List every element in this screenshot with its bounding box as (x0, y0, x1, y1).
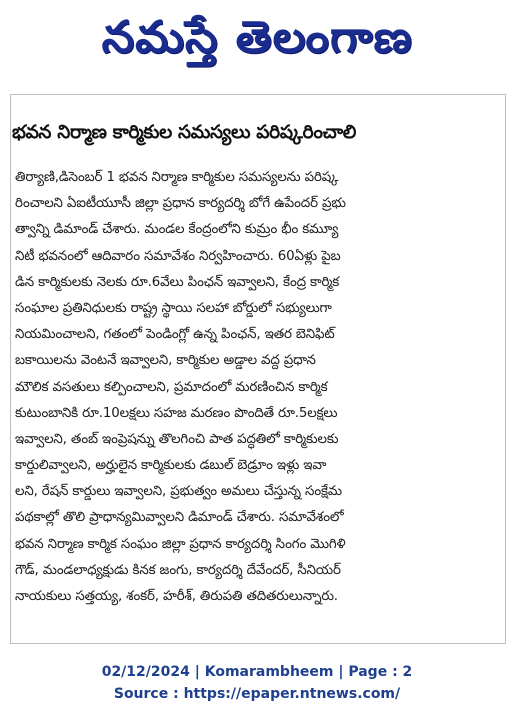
article-line: గౌడ్, మండలాధ్యక్షుడు కినక జంగు, కార్యదర్శి దేవేందర్, సీనియర్ (15, 562, 341, 578)
article-line: నియమించాలని, గతంలో పెండింగ్లో ఉన్న పింఛన్, ఇతర బెనిఫిట్ (15, 327, 335, 343)
article-line: రించాలని ఏఐటీయూసీ జిల్లా ప్రధాన కార్యదర్శి బోగే ఉపేందర్ ప్రభు (15, 196, 346, 212)
clipping-cut-edge (107, 94, 267, 101)
article-line: నిటీ భవనంలో ఆదివారం సమావేశం నిర్వహించారు. 60ఏళ్లు పైబ (15, 248, 341, 264)
article-line: పథకాల్లో తొలి ప్రాధాన్యమివ్వాలని డిమాండ్ చేశారు. సమావేశంలో (15, 510, 344, 526)
article-headline: భవన నిర్మాణ కార్మికుల సమస్యలు పరిష్కరించాలి (12, 122, 356, 143)
masthead-title: నమస్తే తెలంగాణ (101, 12, 413, 63)
article-line: బకాయిలను వెంటనే ఇవ్వాలని, కార్మికుల అడ్డాల వద్ద ప్రధాన (15, 353, 316, 369)
article-line: కార్డులివ్వాలని, అర్హులైన కార్మికులకు డబుల్ బెడ్రూం ఇళ్లు ఇవా (15, 458, 327, 474)
article-line: భవన నిర్మాణ కార్మిక సంఘం జిల్లా ప్రధాన కార్యదర్శి సింగం మొగిళి (15, 536, 346, 552)
article-line: తిర్యాణి,డిసెంబర్ 1 భవన నిర్మాణ కార్మికుల సమస్యలను పరిష్క (15, 170, 339, 185)
article-line: డిన కార్మికులకు నెలకు రూ.6వేలు పింఛన్ ఇవ్వాలని, కేంద్ర కార్మిక (15, 274, 340, 290)
article-line: కుటుంబానికి రూ.10లక్షలు సహజ మరణం పొందితే రూ.5లక్షలు (15, 405, 338, 421)
article-line: ఇవ్వాలని, తంబ్ ఇంప్రెషన్ను తొలగించి పాత పద్ధతిలో కార్మికులకు (15, 431, 339, 447)
footer-source-link[interactable]: Source : https://epaper.ntnews.com/ (113, 686, 401, 702)
article-line: నాయకులు సత్తయ్య, శంకర్, హరీశ్, తిరుపతి తదితరులున్నారు. (15, 589, 338, 604)
article-line: లని, రేషన్ కార్డులు ఇవ్వాలని, ప్రభుత్వం అమలు చేస్తున్న సంక్షేమ (15, 484, 342, 500)
article-line: మౌలిక వసతులు కల్పించాలని, ప్రమాదంలో మరణించిన కార్మిక (15, 379, 328, 395)
footer-date-edition: 02/12/2024 | Komarambheem | Page : 2 (101, 664, 413, 680)
article-body (15, 165, 499, 610)
footer (0, 661, 514, 705)
article-line: త్వాన్ని డిమాండ్ చేశారు. మండల కేంద్రంలోని కుమ్రం భీం కమ్యూ (15, 222, 339, 238)
article-line: సంఘాల ప్రతినిధులకు రాష్ట్ర స్థాయి సలహా బోర్డులో సభ్యులుగా (15, 300, 332, 316)
masthead-logo (0, 0, 514, 86)
